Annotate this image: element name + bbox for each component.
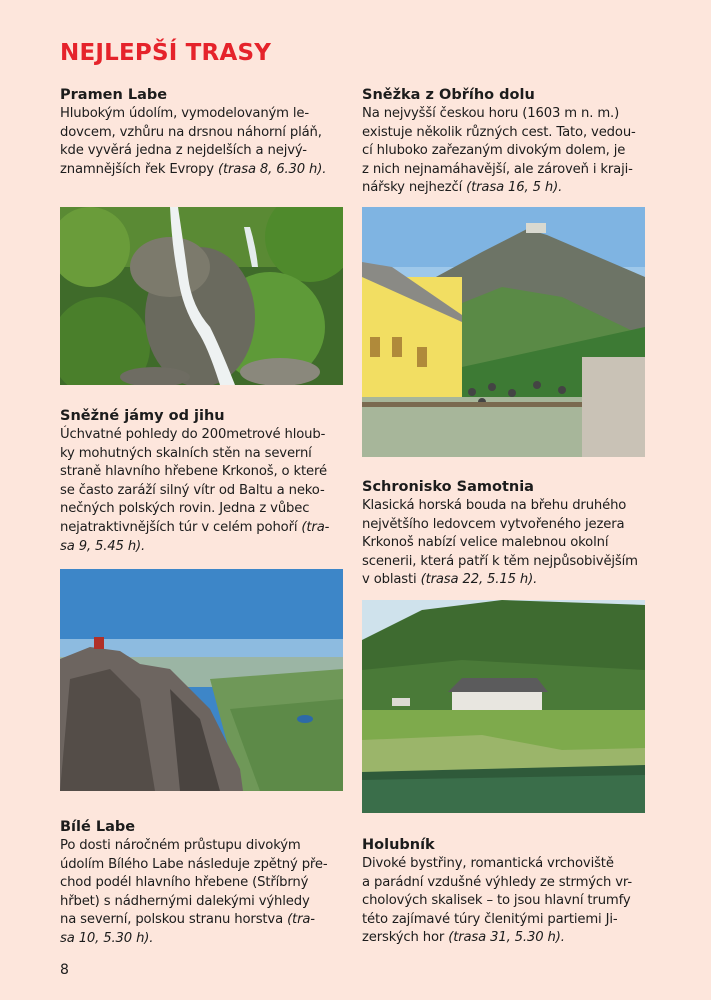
route-holubnik: [362, 836, 654, 948]
page-title: NEJLEPŠÍ TRASY: [60, 40, 272, 66]
page-number: 8: [60, 962, 69, 978]
route-title: Pramen Labe: [60, 87, 168, 103]
route-snezne-jamy: [60, 407, 352, 556]
route-reference: (trasa 22, 5.15 h).: [420, 572, 538, 588]
route-title: Holubník: [362, 837, 435, 853]
route-title: Bílé Labe: [60, 819, 136, 835]
route-description: Po dosti náročném průstupu divokým údolím Bílého Labe následuje zpětný pře- chod podél hlavního hřebene (Stříbrný hřbet) s nádhernými dalekými výhledy na severní, polskou stranu horstva (tra- sa 10, 5.30 h).: [60, 838, 328, 946]
route-bile-labe: [60, 818, 352, 949]
route-reference: (trasa 16, 5 h).: [466, 180, 563, 196]
route-description: Hlubokým údolím, vymodelovaným le- dovcem, vzhůru na drsnou náhorní pláň, kde vyvěrá jedna z nejdelších a nejvý- znamnějších řek Evropy (trasa 8, 6.30 h).: [60, 106, 327, 177]
photo-waterfall: [60, 207, 343, 385]
route-reference: (tra-: [301, 519, 330, 535]
route-title: Sněžka z Obřího dolu: [362, 87, 535, 103]
photo-lake-hut: [362, 600, 645, 813]
route-pramen-labe: [60, 86, 352, 179]
route-reference: (trasa 8, 6.30 h).: [218, 161, 327, 177]
route-description: Úchvatné pohledy do 200metrové hloub- ky mohutných skalních stěn na severní straně hlavního hřebene Krkonoš, o které se často zaráží silný vítr od Baltu a neko- nečných polských rovin. Jedna z vůbec nejatraktivnějších túr v celém pohoří (tra- sa 9, 5.45 h).: [60, 427, 330, 554]
route-reference: sa 10, 5.30 h).: [60, 930, 154, 946]
photo-snezka: [362, 207, 645, 457]
route-description: Klasická horská bouda na břehu druhého největšího ledovcem vytvořeného jezera Krkonoš nabízí velice malebnou okolní scenerii, která patří k těm nejpůsobivějším v oblasti (trasa 22, 5.15 h).: [362, 498, 638, 588]
route-description: Na nejvyšší českou horu (1603 m n. m.) existuje několik různých cest. Tato, vedou- cí hluboko zařezaným divokým dolem, je z nich nejnamáhavější, ale zároveň i kraji- nářsky nejhezčí (trasa 16, 5 h).: [362, 106, 636, 196]
route-reference: (trasa 31, 5.30 h).: [448, 930, 565, 946]
photo-cliffs: [60, 569, 343, 791]
route-samotnia: [362, 478, 654, 590]
route-title: Sněžné jámy od jihu: [60, 408, 225, 424]
route-description: Divoké bystřiny, romantická vrchoviště a parádní vzdušné výhledy ze strmých vr- cholových skalisek – to jsou hlavní trumfy této zajímavé túry členitými partiemi Ji- zerských hor (trasa 31, 5.30 h).: [362, 856, 632, 946]
route-title: Schronisko Samotnia: [362, 479, 534, 495]
route-reference: (tra-: [287, 912, 315, 928]
route-snezka: [362, 86, 654, 198]
route-reference: sa 9, 5.45 h).: [60, 538, 146, 554]
